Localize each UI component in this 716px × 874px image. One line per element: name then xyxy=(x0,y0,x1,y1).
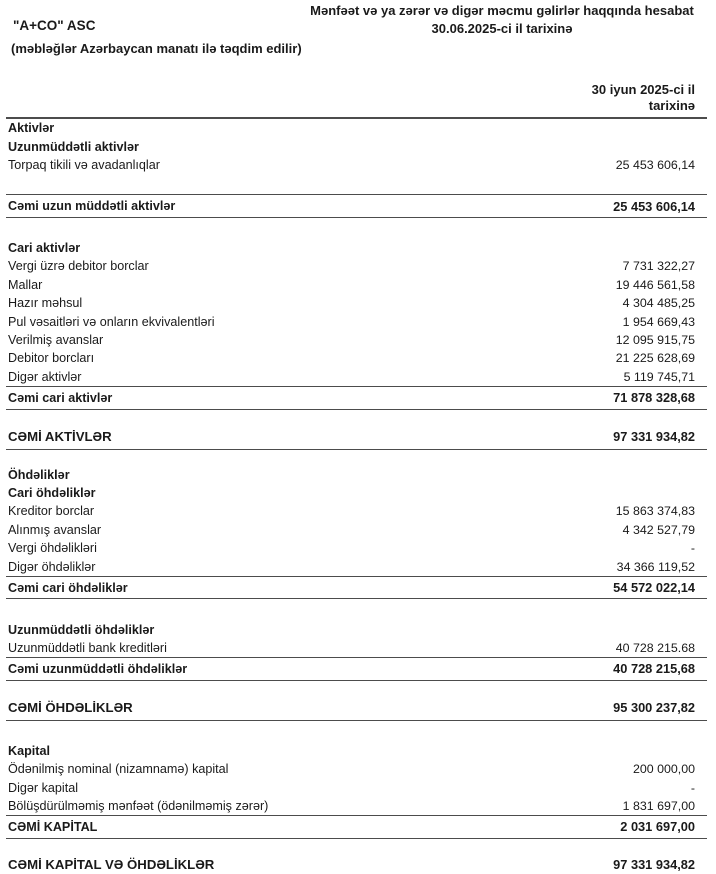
row-label: Alınmış avanslar xyxy=(8,522,102,537)
row-value: 200 000,00 xyxy=(632,762,695,777)
row-value: 4 304 485,25 xyxy=(622,296,695,311)
row-value: 97 331 934,82 xyxy=(613,856,695,872)
row-value: 19 446 561,58 xyxy=(615,277,695,292)
row-value: 40 728 215.68 xyxy=(615,640,695,655)
row-label: Vergi öhdəlikləri xyxy=(8,541,97,556)
row-value: 1 831 697,00 xyxy=(622,799,695,813)
table-row xyxy=(6,657,707,681)
row-value: 12 095 915,75 xyxy=(615,333,695,348)
row-value: 25 453 606,14 xyxy=(615,158,695,173)
row-label: Digər öhdəliklər xyxy=(8,559,96,574)
row-spacer xyxy=(6,681,707,695)
row-label: CƏMİ ÖHDƏLİKLƏR xyxy=(8,699,133,715)
table-row xyxy=(6,620,707,638)
row-label: Bölüşdürülməmiş mənfəət (ödənilməmiş zərər) xyxy=(8,799,269,813)
table-row xyxy=(6,521,707,539)
table-row xyxy=(6,386,707,410)
row-value: 95 300 237,82 xyxy=(613,699,695,715)
balance-table-rows xyxy=(6,119,707,874)
report-title xyxy=(292,2,712,37)
row-value: 97 331 934,82 xyxy=(613,428,695,444)
row-label: Hazır məhsul xyxy=(8,296,83,311)
table-row xyxy=(6,294,707,312)
table-row xyxy=(6,257,707,275)
row-label: Digər aktivlər xyxy=(8,369,82,384)
row-spacer xyxy=(6,839,707,852)
value-column-header-line2: tarixinə xyxy=(648,98,695,114)
currency-note: (məbləğlər Azərbaycan manatı ilə təqdim edilir) xyxy=(11,41,302,56)
row-value: 71 878 328,68 xyxy=(613,390,695,406)
table-row xyxy=(6,276,707,294)
table-row xyxy=(6,119,707,137)
row-label: Kapital xyxy=(8,743,50,758)
row-label: Pul vəsaitləri və onların ekvivalentləri xyxy=(8,314,215,329)
table-row xyxy=(6,349,707,367)
table-row xyxy=(6,742,707,760)
row-label: Cəmi uzunmüddətli öhdəliklər xyxy=(8,661,188,676)
row-spacer xyxy=(6,450,707,466)
row-label: Torpaq tikili və avadanlıqlar xyxy=(8,158,160,173)
row-spacer xyxy=(6,721,707,742)
row-value: 4 342 527,79 xyxy=(622,522,695,537)
row-value: 5 119 745,71 xyxy=(623,369,695,384)
row-label: CƏMİ KAPİTAL VƏ ÖHDƏLİKLƏR xyxy=(8,856,215,872)
row-value: 2 031 697,00 xyxy=(620,819,695,835)
row-spacer xyxy=(6,218,707,239)
row-value: 7 731 322,27 xyxy=(622,259,695,274)
row-label: Uzunmüddətli bank kreditləri xyxy=(8,640,167,655)
table-row xyxy=(6,484,707,502)
row-label: Kreditor borclar xyxy=(8,504,95,519)
row-value: - xyxy=(690,780,695,795)
table-row xyxy=(6,797,707,815)
row-label: Ödənilmiş nominal (nizamnamə) kapital xyxy=(8,762,229,777)
row-label: Cəmi cari aktivlər xyxy=(8,390,113,405)
row-value: 21 225 628,69 xyxy=(615,351,695,366)
report-title-line2: 30.06.2025-ci il tarixinə xyxy=(431,20,573,36)
table-row xyxy=(6,557,707,575)
table-row xyxy=(6,194,707,218)
row-label: Cəmi cari öhdəliklər xyxy=(8,580,128,595)
row-label: Cari öhdəliklər xyxy=(8,486,96,501)
row-label: Cəmi uzun müddətli aktivlər xyxy=(8,199,176,214)
row-value: 1 954 669,43 xyxy=(622,314,695,329)
table-row xyxy=(6,760,707,778)
row-label: Uzunmüddətli aktivlər xyxy=(8,139,139,154)
row-label: Mallar xyxy=(8,277,43,292)
table-row xyxy=(6,852,707,874)
row-value: 15 863 374,83 xyxy=(615,504,695,519)
table-row xyxy=(6,539,707,557)
row-value: 54 572 022,14 xyxy=(613,580,695,596)
table-row xyxy=(6,502,707,520)
row-value: - xyxy=(690,541,695,556)
table-row xyxy=(6,576,707,600)
row-label: Uzunmüddətli öhdəliklər xyxy=(8,622,155,637)
row-label: CƏMİ AKTİVLƏR xyxy=(8,428,112,444)
table-row xyxy=(6,639,707,657)
table-row xyxy=(6,312,707,330)
value-column-header-line1: 30 iyun 2025-ci il xyxy=(591,82,695,97)
row-spacer xyxy=(6,599,707,620)
row-label: Vergi üzrə debitor borclar xyxy=(8,259,149,274)
balance-sheet-table xyxy=(6,82,707,874)
table-row xyxy=(6,815,707,839)
report-title-line1: Mənfəət və ya zərər və digər məcmu gəlirlər haqqında hesabat xyxy=(310,3,694,18)
table-row xyxy=(6,331,707,349)
row-label: Cari aktivlər xyxy=(8,241,81,256)
table-row xyxy=(6,695,707,721)
table-row xyxy=(6,138,707,156)
row-value: 34 366 119,52 xyxy=(616,559,695,574)
document-header xyxy=(0,0,716,82)
row-label: Öhdəliklər xyxy=(8,467,70,482)
table-row xyxy=(6,424,707,450)
value-column-header xyxy=(6,82,707,119)
company-name: "A+CO" ASC xyxy=(13,18,96,33)
row-label: Digər kapital xyxy=(8,780,78,795)
table-row xyxy=(6,778,707,796)
table-row xyxy=(6,156,707,174)
row-label: Debitor borcları xyxy=(8,351,95,366)
row-label: Aktivlər xyxy=(8,121,55,136)
row-label: Verilmiş avanslar xyxy=(8,333,104,348)
row-spacer xyxy=(6,410,707,424)
table-row xyxy=(6,466,707,484)
table-row xyxy=(6,239,707,257)
row-value: 25 453 606,14 xyxy=(613,198,695,214)
row-label: CƏMİ KAPİTAL xyxy=(8,819,98,834)
table-row xyxy=(6,368,707,386)
row-spacer xyxy=(6,174,707,194)
row-value: 40 728 215,68 xyxy=(613,661,695,677)
